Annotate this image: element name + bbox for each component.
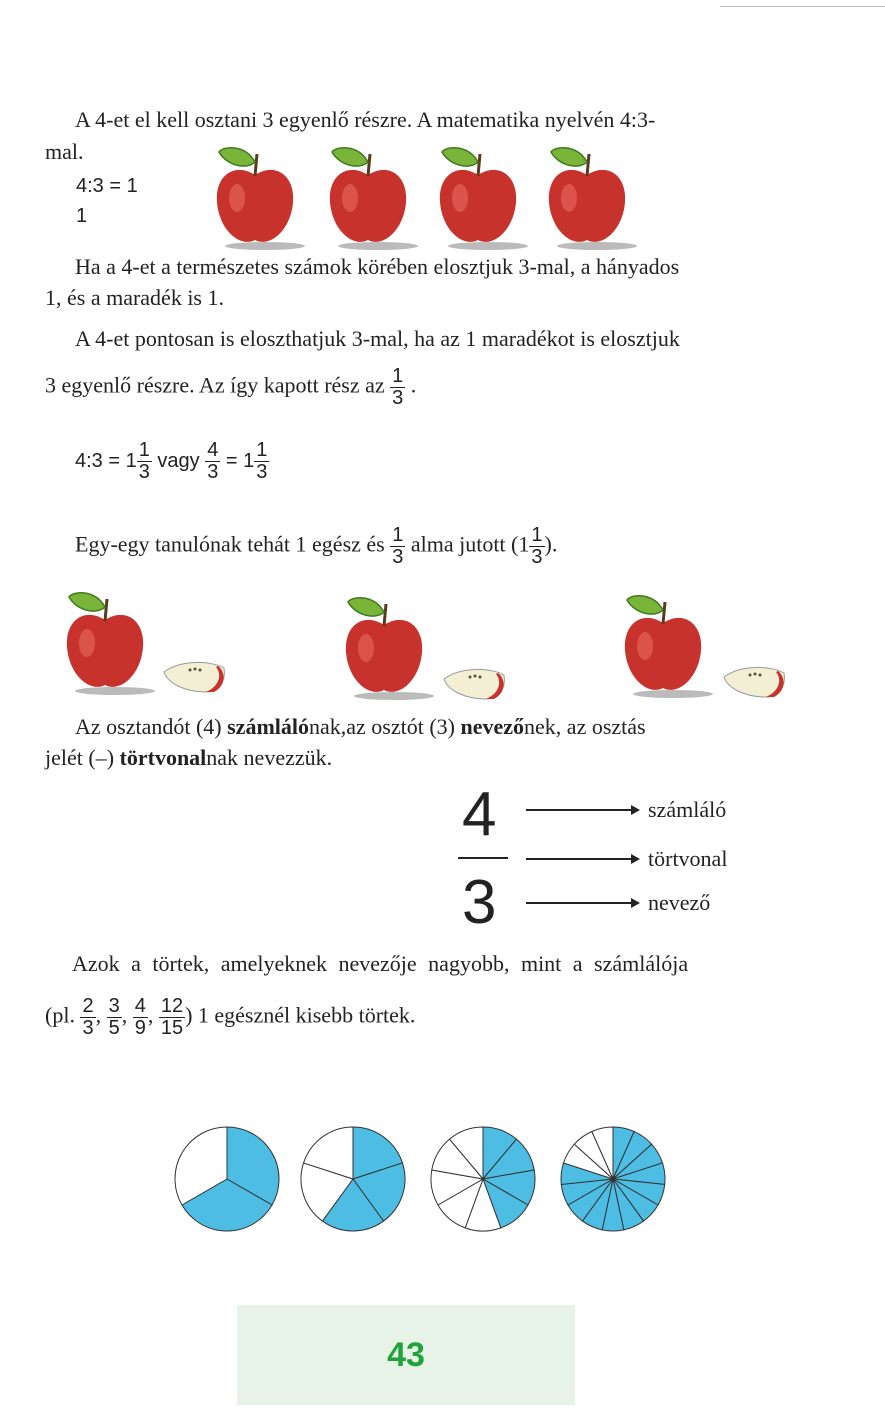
para3-text-2: alma jutott (1	[410, 531, 530, 557]
fraction-denominator: 3	[138, 461, 150, 483]
para4-post: ) 1 egésznél kisebb törtek.	[185, 1002, 416, 1028]
para4-line-1: Azok a törtek, amelyeknek nevezője nagyobb, mint a számlálója	[72, 951, 689, 976]
pie-chart-12-15	[558, 1124, 668, 1234]
fraction-denominator: 3	[392, 546, 404, 568]
apple-icon	[318, 140, 418, 252]
para2-line-2	[45, 366, 416, 409]
diagram-fraction-line	[458, 857, 508, 859]
fraction-one-third	[390, 366, 405, 409]
fraction-numerator: 3	[108, 995, 120, 1017]
fraction-denominator: 5	[108, 1017, 120, 1039]
fraction-three-fifths	[107, 996, 122, 1039]
fraction-numerator: 4	[134, 995, 146, 1017]
para4-line-2: (pl. $\frac{2}{3}$ , $\frac{3}{5}$ , $\frac{4}{9}$ , $\frac{12}{15}$ ) 1 egésznél kisebb törtek.	[45, 995, 416, 1039]
fraction-one-third	[137, 440, 152, 483]
label-szamlalo: számláló	[648, 797, 727, 822]
terms-text: nak nevezzük.	[206, 745, 333, 770]
fraction-numerator: 4	[207, 439, 219, 461]
para1-line-1: Ha a 4-et a természetes számok körében elosztjuk 3-mal, a hányados	[75, 254, 680, 279]
fraction-one-third	[390, 525, 405, 568]
apple-icon	[55, 585, 155, 697]
equation-vagy: vagy	[157, 449, 200, 472]
intro-line-2: mal.	[45, 139, 84, 164]
intro-line-1: A 4-et el kell osztani 3 egyenlő részre. A matematika nyelvén 4:3-	[75, 107, 656, 132]
arrow-szamlalo	[526, 797, 726, 823]
division-remainder: 1	[76, 205, 88, 227]
terms-text: Az osztandót (4)	[75, 714, 228, 739]
apple-icon	[537, 140, 637, 252]
fraction-numerator: 12	[160, 995, 184, 1017]
terms-text: nak,az osztót (3)	[309, 714, 461, 739]
apple-icon	[613, 588, 713, 700]
fraction-numerator: 1	[138, 439, 150, 461]
para4-pre: (pl.	[45, 1002, 75, 1028]
fraction-numerator: 1	[531, 524, 543, 546]
fraction-numerator: 2	[82, 995, 94, 1017]
diagram-numerator: 4	[462, 780, 497, 849]
term-szamlalo: számláló	[227, 714, 310, 739]
para2-text: 3 egyenlő részre. Az így kapott rész az	[45, 372, 385, 398]
apple-slice-icon	[160, 658, 228, 694]
arrow-tortvonal	[526, 846, 727, 872]
para3	[75, 525, 557, 568]
label-nevezo: nevező	[648, 890, 711, 915]
term-tortvonal: törtvonal	[119, 745, 207, 770]
apple-icon	[205, 140, 305, 252]
arrow-icon	[526, 809, 638, 811]
fraction-denominator: 15	[160, 1017, 184, 1039]
apple-slice-icon	[720, 663, 788, 699]
apple-icon	[428, 140, 528, 252]
para1-line-2: 1, és a maradék is 1.	[45, 285, 224, 310]
terms-line-2	[45, 742, 332, 773]
para3-text-3: ).	[544, 531, 558, 557]
term-nevezo: nevező	[460, 714, 525, 739]
terms-text: jelét (–)	[45, 745, 120, 770]
fraction-denominator: 3	[82, 1017, 94, 1039]
equation-eq: = 1	[225, 449, 255, 472]
fraction-one-third	[254, 440, 269, 483]
fraction-numerator: 1	[392, 365, 404, 387]
fraction-one-third	[529, 525, 544, 568]
fraction-twelve-fifteenths	[159, 996, 185, 1039]
equation-lhs: 4:3 = 1	[75, 449, 137, 472]
arrow-icon	[526, 858, 638, 860]
fraction-denominator: 9	[134, 1017, 146, 1039]
terms-line-1	[75, 711, 646, 742]
fraction-denominator: 3	[207, 461, 219, 483]
page-number-box	[237, 1305, 575, 1405]
fraction-denominator: 3	[531, 546, 543, 568]
pie-chart-2-3	[172, 1124, 282, 1234]
fraction-two-thirds	[80, 996, 95, 1039]
pie-chart-4-9	[428, 1124, 538, 1234]
arrow-nevezo	[526, 890, 710, 916]
fraction-four-thirds	[205, 440, 220, 483]
fraction-numerator: 1	[392, 524, 404, 546]
fraction-four-ninths	[133, 996, 148, 1039]
equation-mixed-number	[75, 440, 269, 483]
apple-slice-icon	[440, 665, 508, 701]
fraction-denominator: 3	[392, 387, 404, 409]
label-tortvonal: törtvonal	[648, 846, 728, 871]
terms-text: nek, az osztás	[524, 714, 646, 739]
fraction-denominator: 3	[256, 461, 268, 483]
apple-icon	[334, 590, 434, 702]
page-number: 43	[387, 1335, 425, 1374]
para3-text-1: Egy-egy tanulónak tehát 1 egész és	[75, 531, 385, 557]
para2-end: .	[410, 372, 417, 398]
top-rule	[720, 6, 885, 7]
diagram-denominator: 3	[462, 868, 497, 937]
arrow-icon	[526, 902, 638, 904]
pie-chart-3-5	[298, 1124, 408, 1234]
para2-line-1: A 4-et pontosan is eloszthatjuk 3-mal, ha az 1 maradékot is elosztjuk	[75, 326, 680, 351]
fraction-numerator: 1	[256, 439, 268, 461]
division-equation: 4:3 = 1	[76, 175, 138, 197]
